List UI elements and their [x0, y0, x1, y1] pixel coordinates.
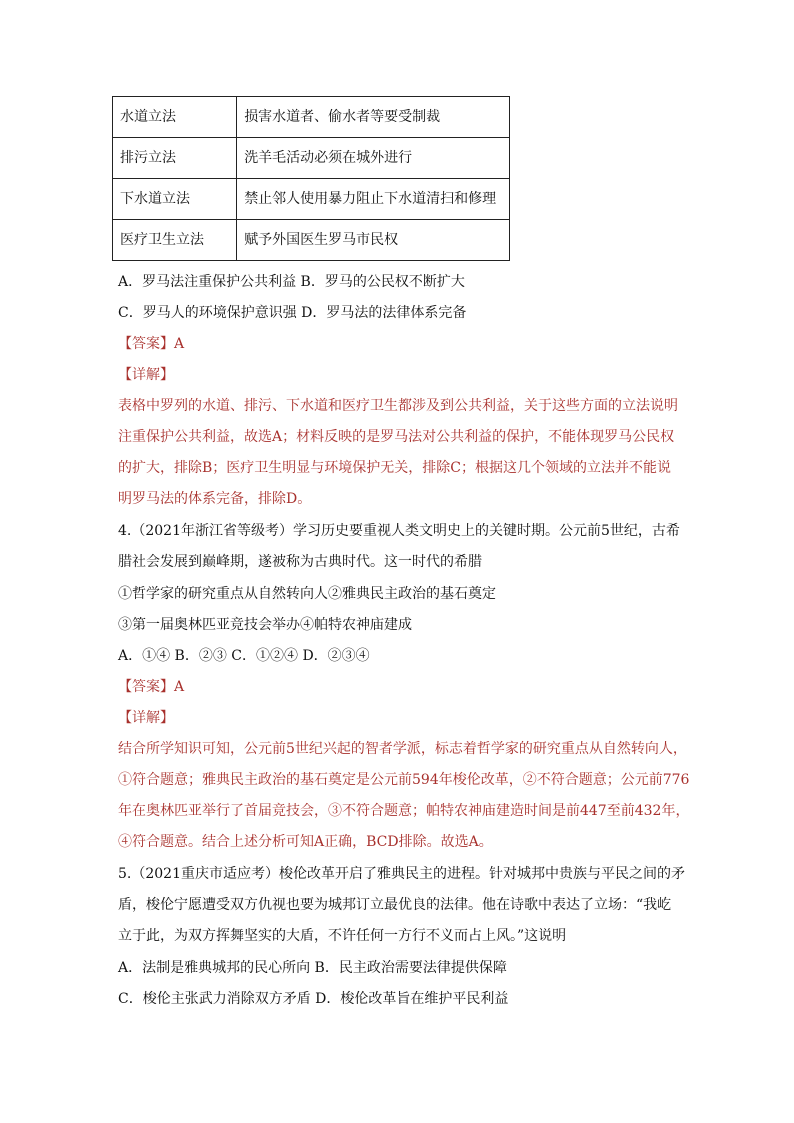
table-cell-content: 损害水道者、偷水者等要受制裁: [237, 97, 510, 138]
table-cell-content: 赋予外国医生罗马市民权: [237, 220, 510, 261]
q4-options: A．①④ B．②③ C．①②④ D．②③④: [118, 648, 370, 664]
q4-answer: 【答案】A: [118, 679, 185, 695]
explanation-line: 年在奥林匹亚举行了首届竞技会，③不符合题意；帕特农神庙建造时间是前447至前432年，: [118, 803, 690, 819]
q3-options-ab: A．罗马法注重保护公共利益 B．罗马的公民权不断扩大: [118, 274, 465, 290]
q3-answer: 【答案】A: [118, 336, 185, 352]
table-cell-name: 排污立法: [113, 138, 237, 179]
table-cell-content: 洗羊毛活动必须在城外进行: [237, 138, 510, 179]
legislation-table: [112, 96, 510, 261]
table-cell-name: 水道立法: [113, 97, 237, 138]
table-row: [113, 138, 510, 179]
q5-options-cd: C．梭伦主张武力消除双方矛盾 D．梭伦改革旨在维护平民利益: [118, 991, 509, 1007]
explanation-line: 的扩大，排除B；医疗卫生明显与环境保护无关，排除C；根据这几个领域的立法并不能说: [118, 460, 671, 476]
table-row: [113, 179, 510, 220]
q4-explanation: [118, 734, 690, 858]
table-row: [113, 220, 510, 261]
q4-items-34: ③第一届奥林匹亚竞技会举办④帕特农神庙建成: [118, 617, 412, 633]
q5-options-ab: A．法制是雅典城邦的民心所向 B．民主政治需要法律提供保障: [118, 960, 507, 976]
q3-options-cd: C．罗马人的环境保护意识强 D．罗马法的法律体系完备: [118, 305, 467, 321]
explanation-line: ④符合题意。结合上述分析可知A正确，BCD排除。故选A。: [118, 834, 493, 850]
table-row: [113, 97, 510, 138]
q3-detail-label: 【详解】: [118, 367, 174, 383]
explanation-line: 结合所学知识可知，公元前5世纪兴起的智者学派，标志着哲学家的研究重点从自然转向人，: [118, 741, 687, 757]
q3-explanation: [118, 391, 678, 515]
q4-stem: [118, 516, 678, 578]
table-cell-name: 下水道立法: [113, 179, 237, 220]
explanation-line: 表格中罗列的水道、排污、下水道和医疗卫生都涉及到公共利益，关于这些方面的立法说明: [118, 398, 678, 414]
explanation-line: ①符合题意；雅典民主政治的基石奠定是公元前594年梭伦改革，②不符合题意；公元前776: [118, 772, 690, 788]
stem-line: 5.（2021重庆市适应考）梭伦改革开启了雅典民主的进程。针对城邦中贵族与平民之间的矛: [118, 866, 685, 882]
q4-items-12: ①哲学家的研究重点从自然转向人②雅典民主政治的基石奠定: [118, 586, 496, 602]
stem-line: 4.（2021年浙江省等级考）学习历史要重视人类文明史上的关键时期。公元前5世纪，古希: [118, 523, 680, 539]
table-cell-name: 医疗卫生立法: [113, 220, 237, 261]
explanation-line: 注重保护公共利益，故选A；材料反映的是罗马法对公共利益的保护，不能体现罗马公民权: [118, 429, 675, 445]
stem-line: 立于此，为双方挥舞坚实的大盾，不许任何一方行不义而占上风。”这说明: [118, 928, 567, 944]
explanation-line: 明罗马法的体系完备，排除D。: [118, 491, 312, 507]
table-cell-content: 禁止邻人使用暴力阻止下水道清扫和修理: [237, 179, 510, 220]
q4-detail-label: 【详解】: [118, 710, 174, 726]
q5-stem: [118, 859, 685, 952]
stem-line: 盾，梭伦宁愿遭受双方仇视也要为城邦订立最优良的法律。他在诗歌中表达了立场：“我屹: [118, 897, 672, 913]
stem-line: 腊社会发展到巅峰期，遂被称为古典时代。这一时代的希腊: [118, 554, 482, 570]
